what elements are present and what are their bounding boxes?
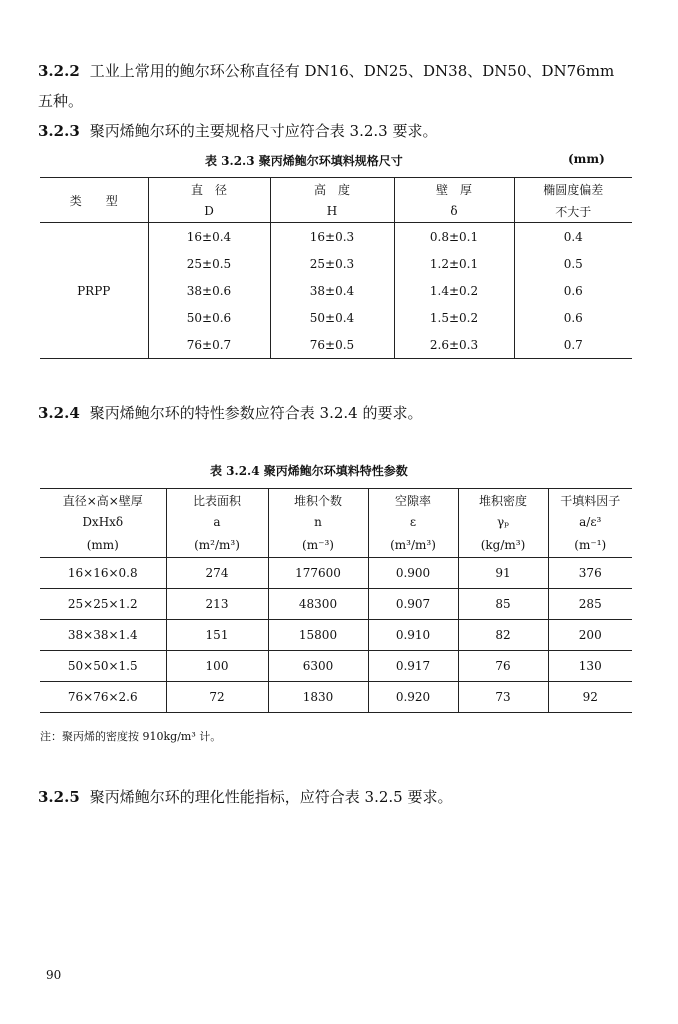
section-text: 聚丙烯鲍尔环的主要规格尺寸应符合表 3.2.3 要求。 xyxy=(89,122,438,140)
cell: 76×76×2.6 xyxy=(40,682,166,713)
cell: 38±0.6 xyxy=(148,277,270,304)
header-surface: 比表面积 xyxy=(166,489,268,512)
type-cell: PRPP xyxy=(77,283,111,298)
table-row xyxy=(40,651,632,682)
cell: 73 xyxy=(458,682,548,713)
table1-unit: (mm) xyxy=(568,152,605,166)
cell: 274 xyxy=(166,558,268,589)
header-voidage-unit: (m³/m³) xyxy=(368,533,458,558)
header-count-unit: (m⁻³) xyxy=(268,533,368,558)
cell: 0.920 xyxy=(368,682,458,713)
section-3-2-4 xyxy=(38,402,642,424)
cell: 0.4 xyxy=(514,223,632,251)
cell: 50×50×1.5 xyxy=(40,651,166,682)
section-3-2-5 xyxy=(38,786,642,808)
cell: 15800 xyxy=(268,620,368,651)
cell: 25±0.3 xyxy=(270,250,394,277)
cell: 0.7 xyxy=(514,331,632,359)
cell: 0.910 xyxy=(368,620,458,651)
cell: 50±0.4 xyxy=(270,304,394,331)
header-height: 高 度 xyxy=(270,178,394,201)
section-number: 3.2.2 xyxy=(38,62,80,80)
cell: 200 xyxy=(548,620,632,651)
table-row xyxy=(40,589,632,620)
header-factor-symbol: a/ε³ xyxy=(548,511,632,533)
cell: 1.2±0.1 xyxy=(394,250,514,277)
cell: 82 xyxy=(458,620,548,651)
cell: 213 xyxy=(166,589,268,620)
table-row xyxy=(40,558,632,589)
section-3-2-2-cont xyxy=(38,90,642,112)
header-ovality: 椭圆度偏差 xyxy=(514,178,632,201)
cell: 50±0.6 xyxy=(148,304,270,331)
header-thickness: 壁 厚 xyxy=(394,178,514,201)
section-3-2-3 xyxy=(38,120,642,142)
table-row xyxy=(40,620,632,651)
cell: 38×38×1.4 xyxy=(40,620,166,651)
cell: 85 xyxy=(458,589,548,620)
section-3-2-2 xyxy=(38,60,642,82)
cell: 100 xyxy=(166,651,268,682)
cell: 1.4±0.2 xyxy=(394,277,514,304)
table-row xyxy=(40,223,632,251)
header-voidage: 空隙率 xyxy=(368,489,458,512)
header-height-symbol: H xyxy=(270,200,394,223)
header-density-unit: (kg/m³) xyxy=(458,533,548,558)
cell: 0.917 xyxy=(368,651,458,682)
cell: 1.5±0.2 xyxy=(394,304,514,331)
cell: 2.6±0.3 xyxy=(394,331,514,359)
table2-note: 注：聚丙烯的密度按 910kg/m³ 计。 xyxy=(40,730,222,743)
header-density: 堆积密度 xyxy=(458,489,548,512)
table2-caption: 表 3.2.4 聚丙烯鲍尔环填料特性参数 xyxy=(210,464,408,478)
header-factor-unit: (m⁻¹) xyxy=(548,533,632,558)
header-factor: 干填料因子 xyxy=(548,489,632,512)
table-3-2-3 xyxy=(40,177,632,359)
header-count: 堆积个数 xyxy=(268,489,368,512)
cell: 16±0.4 xyxy=(148,223,270,251)
cell: 25±0.5 xyxy=(148,250,270,277)
cell: 0.8±0.1 xyxy=(394,223,514,251)
section-text: 聚丙烯鲍尔环的理化性能指标，应符合表 3.2.5 要求。 xyxy=(89,788,453,806)
cell: 177600 xyxy=(268,558,368,589)
cell: 25×25×1.2 xyxy=(40,589,166,620)
table-3-2-4 xyxy=(40,488,632,713)
cell: 72 xyxy=(166,682,268,713)
header-type: 类 型 xyxy=(40,178,148,223)
section-text: 聚丙烯鲍尔环的特性参数应符合表 3.2.4 的要求。 xyxy=(89,404,423,422)
header-voidage-symbol: ε xyxy=(368,511,458,533)
cell: 6300 xyxy=(268,651,368,682)
cell: 38±0.4 xyxy=(270,277,394,304)
header-size: 直径×高×壁厚 xyxy=(62,493,143,508)
header-surface-symbol: a xyxy=(166,511,268,533)
header-diameter: 直 径 xyxy=(148,178,270,201)
cell: 0.5 xyxy=(514,250,632,277)
section-number: 3.2.3 xyxy=(38,122,80,140)
cell: 0.900 xyxy=(368,558,458,589)
table1-caption: 表 3.2.3 聚丙烯鲍尔环填料规格尺寸 xyxy=(205,154,403,168)
cell: 0.6 xyxy=(514,277,632,304)
cell: 76±0.7 xyxy=(148,331,270,359)
header-count-symbol: n xyxy=(268,511,368,533)
cell: 48300 xyxy=(268,589,368,620)
header-ovality-sub: 不大于 xyxy=(514,200,632,223)
cell: 91 xyxy=(458,558,548,589)
cell: 130 xyxy=(548,651,632,682)
header-size-symbol: DxHxδ xyxy=(82,515,124,529)
cell: 16×16×0.8 xyxy=(40,558,166,589)
cell: 16±0.3 xyxy=(270,223,394,251)
header-thickness-symbol: δ xyxy=(394,200,514,223)
cell: 76±0.5 xyxy=(270,331,394,359)
cell: 0.907 xyxy=(368,589,458,620)
section-number: 3.2.5 xyxy=(38,788,80,806)
page-number: 90 xyxy=(46,968,62,982)
cell: 92 xyxy=(548,682,632,713)
table-row xyxy=(40,682,632,713)
header-density-symbol: γₚ xyxy=(458,511,548,533)
cell: 1830 xyxy=(268,682,368,713)
section-number: 3.2.4 xyxy=(38,404,80,422)
section-text: 工业上常用的鲍尔环公称直径有 DN16、DN25、DN38、DN50、DN76mm xyxy=(89,62,615,80)
header-diameter-symbol: D xyxy=(148,200,270,223)
cell: 76 xyxy=(458,651,548,682)
header-surface-unit: (m²/m³) xyxy=(166,533,268,558)
header-size-unit: (mm) xyxy=(86,538,119,552)
cell: 285 xyxy=(548,589,632,620)
cell: 376 xyxy=(548,558,632,589)
section-text-cont: 五种。 xyxy=(38,92,84,110)
cell: 0.6 xyxy=(514,304,632,331)
cell: 151 xyxy=(166,620,268,651)
